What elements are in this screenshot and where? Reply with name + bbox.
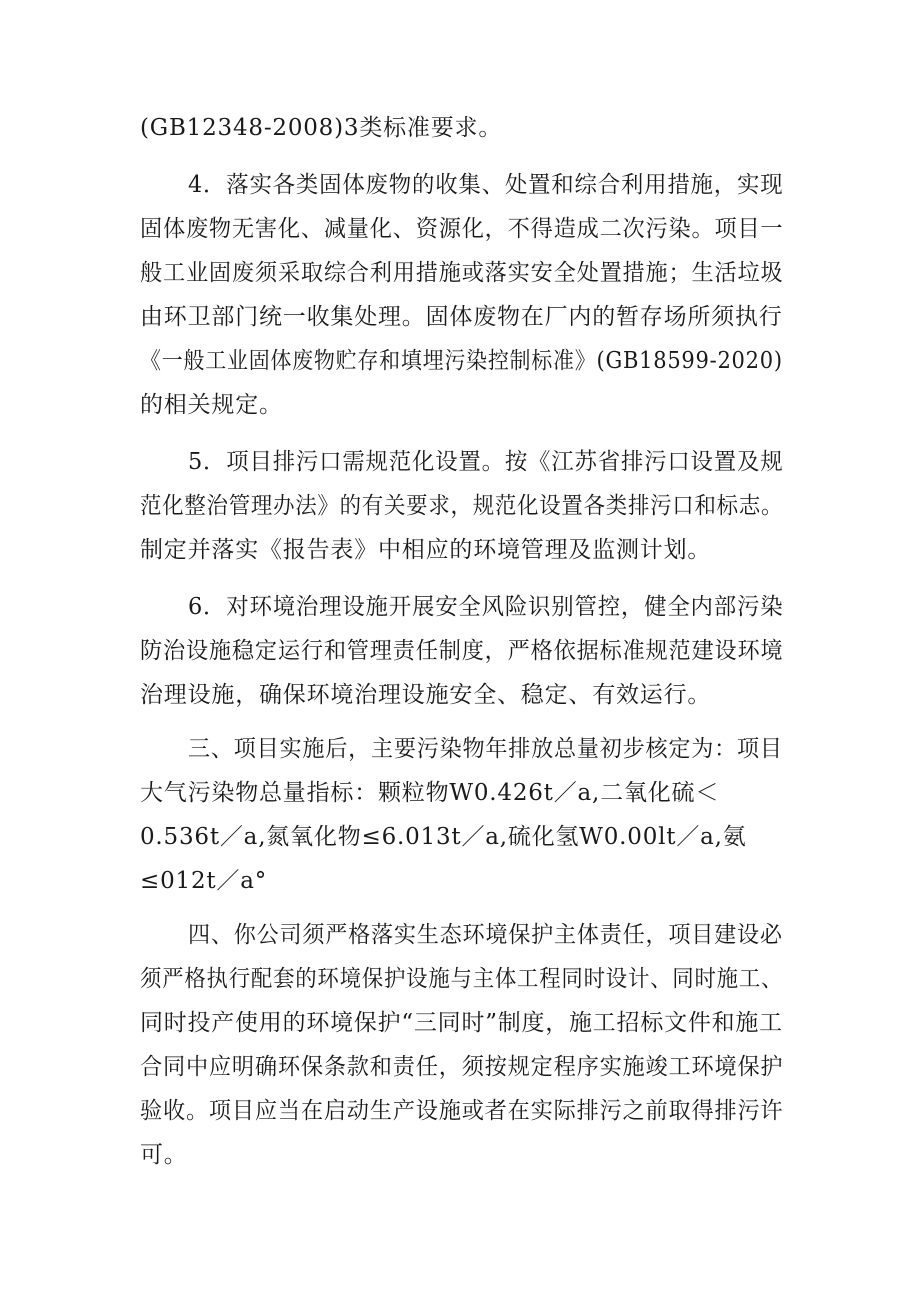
text-line: 合同中应明确环保条款和责任，须按规定程序实施竣工环境保护 — [140, 1054, 784, 1080]
paragraph-4-line: 4．落实各类固体废物的收集、处置和综合利用措施，实现 — [188, 172, 784, 198]
text-line: 防治设施稳定运行和管理责任制度，严格依据标准规范建设环境 — [140, 638, 784, 664]
paragraph-6-line: 6．对环境治理设施开展安全风险识别管控，健全内部污染 — [188, 594, 784, 620]
text-line: 大气污染物总量指标：颗粒物W0.426t／a,二氧化硫＜ — [140, 780, 720, 806]
text-line: 可。 — [140, 1142, 188, 1168]
text-line: 同时投产使用的环境保护“三同时”制度，施工招标文件和施工 — [140, 1010, 783, 1036]
text-line: 0.536t／a,氮氧化物≤6.013t／a,硫化氢W0.00lt／a,氨 — [140, 824, 747, 850]
section-4-line: 四、你公司须严格落实生态环境保护主体责任，项目建设必 — [188, 922, 783, 948]
text-line: 治理设施，确保环境治理设施安全、稳定、有效运行。 — [140, 682, 712, 708]
text-line: 固体废物无害化、减量化、资源化，不得造成二次污染。项目一 — [140, 216, 784, 242]
paragraph-5-line: 5．项目排污口需规范化设置。按《江苏省排污口设置及规 — [188, 449, 784, 475]
text-line: 《一般工业固体废物贮存和填埋污染控制标准》(GB18599-2020) — [140, 348, 783, 374]
text-line: 的相关规定。 — [140, 392, 283, 418]
text-line: (GB12348-2008)3类标准要求。 — [140, 115, 503, 141]
text-line: 由环卫部门统一收集处理。固体废物在厂内的暂存场所须执行 — [140, 304, 783, 330]
text-line: 范化整治管理办法》的有关要求，规范化设置各类排污口和标志。 — [140, 493, 784, 519]
text-line: 须严格执行配套的环境保护设施与主体工程同时设计、同时施工、 — [140, 966, 784, 992]
text-line: 制定并落实《报告表》中相应的环境管理及监测计划。 — [140, 537, 712, 563]
text-line: 验收。项目应当在启动生产设施或者在实际排污之前取得排污许 — [140, 1098, 784, 1124]
section-3-line: 三、项目实施后，主要污染物年排放总量初步核定为：项目 — [188, 736, 783, 762]
text-line: 般工业固废须采取综合利用措施或落实安全处置措施；生活垃圾 — [140, 260, 784, 286]
text-line: ≤012t／a° — [140, 868, 268, 894]
